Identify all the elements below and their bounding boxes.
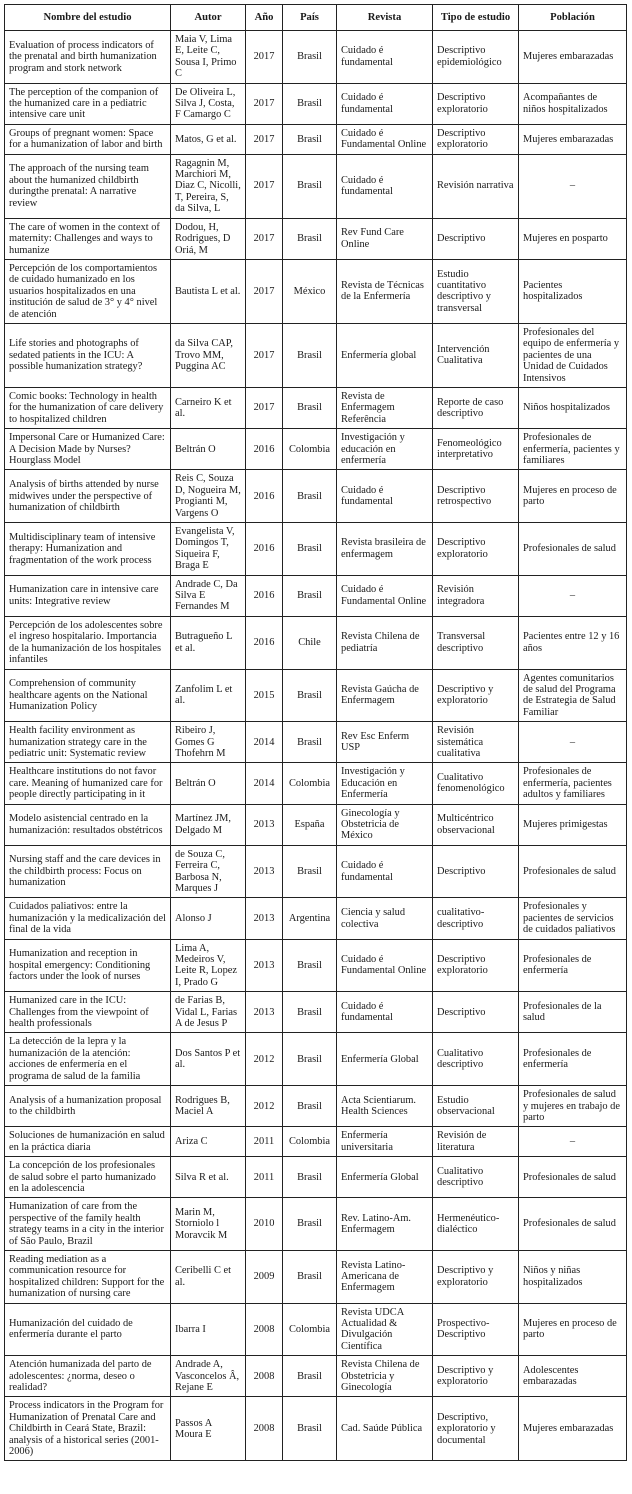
year-cell: 2017: [246, 83, 283, 124]
author-cell: da Silva CAP, Trovo MM, Puggina AC: [171, 323, 246, 387]
author-cell: Alonso J: [171, 898, 246, 939]
author-cell: Marin M, Storniolo l Moravcik M: [171, 1198, 246, 1251]
study-name-cell: Percepción de los comportamientos de cuidado humanizado en los usuarios hospitalizados en una institución de salud de 3° y 4° nivel de atención: [5, 259, 171, 323]
country-cell: Brasil: [283, 470, 337, 523]
year-cell: 2016: [246, 523, 283, 576]
header-journal: Revista: [337, 5, 433, 31]
year-cell: 2017: [246, 124, 283, 154]
table-row: [5, 470, 627, 523]
author-cell: Butragueño L et al.: [171, 616, 246, 669]
year-cell: 2011: [246, 1157, 283, 1198]
journal-cell: Revista Gaúcha de Enfermagem: [337, 669, 433, 722]
population-cell: Mujeres en proceso de parto: [519, 1303, 627, 1356]
journal-cell: Cuidado é Fundamental Online: [337, 939, 433, 992]
population-cell: –: [519, 722, 627, 763]
country-cell: Brasil: [283, 1033, 337, 1086]
year-cell: 2009: [246, 1250, 283, 1303]
year-cell: 2014: [246, 763, 283, 804]
country-cell: Brasil: [283, 1397, 337, 1461]
author-cell: Ibarra I: [171, 1303, 246, 1356]
study-name-cell: La detección de la lepra y la humanización de la atención: acciones de enfermería en el programa de salud de la familia: [5, 1033, 171, 1086]
year-cell: 2008: [246, 1356, 283, 1397]
study-type-cell: Descriptivo exploratorio: [433, 124, 519, 154]
studies-table: [4, 4, 627, 1461]
year-cell: 2014: [246, 722, 283, 763]
study-name-cell: Humanized care in the ICU: Challenges from the viewpoint of health professionals: [5, 992, 171, 1033]
author-cell: Reis C, Souza D, Nogueira M, Progianti M, Vargens O: [171, 470, 246, 523]
table-row: [5, 1250, 627, 1303]
study-type-cell: Cualitativo fenomenológico: [433, 763, 519, 804]
author-cell: Ceribelli C et al.: [171, 1250, 246, 1303]
author-cell: Maia V, Lima E, Leite C, Sousa I, Primo C: [171, 31, 246, 84]
year-cell: 2013: [246, 804, 283, 845]
journal-cell: Investigación y Educación en Enfermería: [337, 763, 433, 804]
study-type-cell: Descriptivo exploratorio: [433, 83, 519, 124]
table-row: [5, 575, 627, 616]
population-cell: Niños hospitalizados: [519, 387, 627, 428]
study-type-cell: Intervención Cualitativa: [433, 323, 519, 387]
country-cell: España: [283, 804, 337, 845]
study-name-cell: Cuidados paliativos: entre la humanización y la medicalización del final de la vida: [5, 898, 171, 939]
study-name-cell: The perception of the companion of the humanized care in a pediatric intensive care unit: [5, 83, 171, 124]
study-name-cell: Analysis of a humanization proposal to the childbirth: [5, 1086, 171, 1127]
population-cell: Agentes comunitarios de salud del Programa de Estrategia de Salud Familiar: [519, 669, 627, 722]
year-cell: 2017: [246, 218, 283, 259]
journal-cell: Ciencia y salud colectiva: [337, 898, 433, 939]
study-name-cell: Humanization and reception in hospital emergency: Conditioning factors under the look of nurses: [5, 939, 171, 992]
table-row: [5, 523, 627, 576]
year-cell: 2013: [246, 898, 283, 939]
journal-cell: Acta Scientiarum. Health Sciences: [337, 1086, 433, 1127]
study-type-cell: Descriptivo exploratorio: [433, 523, 519, 576]
journal-cell: Ginecología y Obstetricia de México: [337, 804, 433, 845]
country-cell: Brasil: [283, 939, 337, 992]
journal-cell: Revista UDCA Actualidad & Divulgación Científica: [337, 1303, 433, 1356]
author-cell: Passos A Moura E: [171, 1397, 246, 1461]
author-cell: Beltrán O: [171, 429, 246, 470]
country-cell: Brasil: [283, 323, 337, 387]
country-cell: Colombia: [283, 429, 337, 470]
population-cell: Mujeres embarazadas: [519, 1397, 627, 1461]
country-cell: Colombia: [283, 763, 337, 804]
study-type-cell: Hermenéutico-dialéctico: [433, 1198, 519, 1251]
country-cell: México: [283, 259, 337, 323]
population-cell: –: [519, 154, 627, 218]
country-cell: Brasil: [283, 218, 337, 259]
study-name-cell: Evaluation of process indicators of the prenatal and birth humanization program and stork network: [5, 31, 171, 84]
header-study-name: Nombre del estudio: [5, 5, 171, 31]
table-row: [5, 845, 627, 898]
study-type-cell: Reporte de caso descriptivo: [433, 387, 519, 428]
year-cell: 2008: [246, 1303, 283, 1356]
table-row: [5, 31, 627, 84]
table-row: [5, 387, 627, 428]
year-cell: 2008: [246, 1397, 283, 1461]
author-cell: Beltrán O: [171, 763, 246, 804]
study-name-cell: La concepción de los profesionales de salud sobre el parto humanizado en la adolescencia: [5, 1157, 171, 1198]
country-cell: Brasil: [283, 1356, 337, 1397]
year-cell: 2015: [246, 669, 283, 722]
header-author: Autor: [171, 5, 246, 31]
table-row: [5, 1356, 627, 1397]
table-row: [5, 1397, 627, 1461]
journal-cell: Cad. Saúde Pública: [337, 1397, 433, 1461]
table-row: [5, 939, 627, 992]
population-cell: Profesionales de la salud: [519, 992, 627, 1033]
year-cell: 2017: [246, 323, 283, 387]
study-type-cell: Revisión narrativa: [433, 154, 519, 218]
author-cell: Lima A, Medeiros V, Leite R, Lopez I, Prado G: [171, 939, 246, 992]
country-cell: Brasil: [283, 1250, 337, 1303]
author-cell: Andrade C, Da Silva E Fernandes M: [171, 575, 246, 616]
country-cell: Colombia: [283, 1303, 337, 1356]
journal-cell: Revista de Enfermagem Referência: [337, 387, 433, 428]
population-cell: Mujeres embarazadas: [519, 31, 627, 84]
author-cell: Dodou, H, Rodrigues, D Oriá, M: [171, 218, 246, 259]
study-name-cell: Modelo asistencial centrado en la humanización: resultados obstétricos: [5, 804, 171, 845]
study-type-cell: Revisión integradora: [433, 575, 519, 616]
journal-cell: Rev Esc Enferm USP: [337, 722, 433, 763]
header-country: País: [283, 5, 337, 31]
header-population: Población: [519, 5, 627, 31]
study-type-cell: Descriptivo y exploratorio: [433, 1356, 519, 1397]
study-type-cell: Multicéntrico observacional: [433, 804, 519, 845]
study-type-cell: Descriptivo: [433, 218, 519, 259]
table-row: [5, 154, 627, 218]
author-cell: Zanfolim L et al.: [171, 669, 246, 722]
author-cell: Rodrigues B, Maciel A: [171, 1086, 246, 1127]
study-name-cell: Humanización del cuidado de enfermería durante el parto: [5, 1303, 171, 1356]
journal-cell: Revista Chilena de Obstetricia y Ginecología: [337, 1356, 433, 1397]
year-cell: 2016: [246, 575, 283, 616]
country-cell: Brasil: [283, 669, 337, 722]
study-name-cell: Soluciones de humanización en salud en la práctica diaria: [5, 1127, 171, 1157]
table-body: [5, 31, 627, 1461]
study-name-cell: Groups of pregnant women: Space for a humanization of labor and birth: [5, 124, 171, 154]
journal-cell: Revista de Técnicas de la Enfermería: [337, 259, 433, 323]
journal-cell: Enfermería universitaria: [337, 1127, 433, 1157]
header-study-type: Tipo de estudio: [433, 5, 519, 31]
journal-cell: Cuidado é fundamental: [337, 31, 433, 84]
study-type-cell: Transversal descriptivo: [433, 616, 519, 669]
study-name-cell: Analysis of births attended by nurse midwives under the perspective of humanization of childbirth: [5, 470, 171, 523]
year-cell: 2016: [246, 429, 283, 470]
table-row: [5, 323, 627, 387]
study-name-cell: Atención humanizada del parto de adolescentes: ¿norma, deseo o realidad?: [5, 1356, 171, 1397]
population-cell: Profesionales de salud: [519, 1198, 627, 1251]
study-type-cell: Estudio observacional: [433, 1086, 519, 1127]
study-name-cell: Humanization care in intensive care units: Integrative review: [5, 575, 171, 616]
study-name-cell: The approach of the nursing team about the humanized childbirth duringthe prenatal: A narrative review: [5, 154, 171, 218]
table-row: [5, 763, 627, 804]
table-row: [5, 83, 627, 124]
country-cell: Brasil: [283, 722, 337, 763]
population-cell: Profesionales de enfermería: [519, 939, 627, 992]
table-row: [5, 1033, 627, 1086]
year-cell: 2011: [246, 1127, 283, 1157]
table-row: [5, 1127, 627, 1157]
study-type-cell: Descriptivo: [433, 992, 519, 1033]
journal-cell: Enfermería Global: [337, 1157, 433, 1198]
population-cell: Adolescentes embarazadas: [519, 1356, 627, 1397]
journal-cell: Cuidado é fundamental: [337, 470, 433, 523]
country-cell: Brasil: [283, 83, 337, 124]
year-cell: 2010: [246, 1198, 283, 1251]
study-name-cell: Reading mediation as a communication resource for hospitalized children: Support for the humanization of nursing care: [5, 1250, 171, 1303]
table-row: [5, 429, 627, 470]
population-cell: Profesionales de enfermería, pacientes y familiares: [519, 429, 627, 470]
table-row: [5, 1198, 627, 1251]
journal-cell: Cuidado é fundamental: [337, 154, 433, 218]
study-name-cell: Nursing staff and the care devices in the childbirth process: Focus on humanization: [5, 845, 171, 898]
population-cell: Profesionales de salud: [519, 845, 627, 898]
study-type-cell: Descriptivo y exploratorio: [433, 1250, 519, 1303]
table-row: [5, 1157, 627, 1198]
country-cell: Argentina: [283, 898, 337, 939]
country-cell: Brasil: [283, 1086, 337, 1127]
study-type-cell: Cualitativo descriptivo: [433, 1033, 519, 1086]
table-row: [5, 722, 627, 763]
table-row: [5, 669, 627, 722]
journal-cell: Cuidado é fundamental: [337, 845, 433, 898]
author-cell: Ribeiro J, Gomes G Thofehrn M: [171, 722, 246, 763]
author-cell: Matos, G et al.: [171, 124, 246, 154]
year-cell: 2017: [246, 154, 283, 218]
author-cell: Carneiro K et al.: [171, 387, 246, 428]
study-type-cell: Descriptivo: [433, 845, 519, 898]
year-cell: 2012: [246, 1033, 283, 1086]
year-cell: 2017: [246, 259, 283, 323]
journal-cell: Revista Latino-Americana de Enfermagem: [337, 1250, 433, 1303]
population-cell: Niños y niñas hospitalizados: [519, 1250, 627, 1303]
country-cell: Brasil: [283, 31, 337, 84]
year-cell: 2012: [246, 1086, 283, 1127]
study-name-cell: Process indicators in the Program for Humanization of Prenatal Care and Childbirth in Ceará State, Brazil: analysis of a historical series (2001-2006): [5, 1397, 171, 1461]
journal-cell: Revista Chilena de pediatría: [337, 616, 433, 669]
year-cell: 2017: [246, 31, 283, 84]
year-cell: 2017: [246, 387, 283, 428]
journal-cell: Revista brasileira de enfermagem: [337, 523, 433, 576]
population-cell: Profesionales de salud y mujeres en trabajo de parto: [519, 1086, 627, 1127]
study-type-cell: Descriptivo y exploratorio: [433, 669, 519, 722]
journal-cell: Investigación y educación en enfermería: [337, 429, 433, 470]
journal-cell: Enfermería global: [337, 323, 433, 387]
study-type-cell: Fenomeológico interpretativo: [433, 429, 519, 470]
study-name-cell: Health facility environment as humanization strategy care in the pediatric unit: Systematic review: [5, 722, 171, 763]
table-row: [5, 1086, 627, 1127]
journal-cell: Rev. Latino-Am. Enfermagem: [337, 1198, 433, 1251]
author-cell: De Oliveira L, Silva J, Costa, F Camargo C: [171, 83, 246, 124]
population-cell: Profesionales de enfermería, pacientes adultos y familiares: [519, 763, 627, 804]
study-name-cell: Healthcare institutions do not favor care. Meaning of humanized care for people directly participating in it: [5, 763, 171, 804]
header-year: Año: [246, 5, 283, 31]
year-cell: 2016: [246, 470, 283, 523]
study-type-cell: Descriptivo retrospectivo: [433, 470, 519, 523]
study-type-cell: Estudio cuantitativo descriptivo y transversal: [433, 259, 519, 323]
population-cell: Profesionales de salud: [519, 1157, 627, 1198]
author-cell: Dos Santos P et al.: [171, 1033, 246, 1086]
population-cell: Profesionales del equipo de enfermería y pacientes de una Unidad de Cuidados Intensivos: [519, 323, 627, 387]
author-cell: Ragagnin M, Marchiori M, Diaz C, Nicolli, T, Pereira, S, da Silva, L: [171, 154, 246, 218]
author-cell: de Souza C, Ferreira C, Barbosa N, Marques J: [171, 845, 246, 898]
country-cell: Chile: [283, 616, 337, 669]
population-cell: Profesionales y pacientes de servicios de cuidados paliativos: [519, 898, 627, 939]
population-cell: Pacientes hospitalizados: [519, 259, 627, 323]
journal-cell: Cuidado é Fundamental Online: [337, 575, 433, 616]
journal-cell: Enfermería Global: [337, 1033, 433, 1086]
table-row: [5, 804, 627, 845]
country-cell: Brasil: [283, 523, 337, 576]
year-cell: 2013: [246, 845, 283, 898]
population-cell: Mujeres en proceso de parto: [519, 470, 627, 523]
study-name-cell: Percepción de los adolescentes sobre el ingreso hospitalario. Importancia de la humanización de los hospitales infantiles: [5, 616, 171, 669]
journal-cell: Cuidado é Fundamental Online: [337, 124, 433, 154]
table-row: [5, 616, 627, 669]
study-name-cell: Multidisciplinary team of intensive therapy: Humanization and fragmentation of the work process: [5, 523, 171, 576]
study-type-cell: Revisión sistemática cualitativa: [433, 722, 519, 763]
country-cell: Brasil: [283, 124, 337, 154]
population-cell: –: [519, 1127, 627, 1157]
table-row: [5, 992, 627, 1033]
country-cell: Colombia: [283, 1127, 337, 1157]
journal-cell: Rev Fund Care Online: [337, 218, 433, 259]
table-row: [5, 124, 627, 154]
study-name-cell: The care of women in the context of maternity: Challenges and ways to humanize: [5, 218, 171, 259]
population-cell: Pacientes entre 12 y 16 años: [519, 616, 627, 669]
population-cell: Acompañantes de niños hospitalizados: [519, 83, 627, 124]
author-cell: Andrade A, Vasconcelos Â, Rejane E: [171, 1356, 246, 1397]
population-cell: Mujeres embarazadas: [519, 124, 627, 154]
study-type-cell: Descriptivo, exploratorio y documental: [433, 1397, 519, 1461]
study-type-cell: Revisión de literatura: [433, 1127, 519, 1157]
table-row: [5, 218, 627, 259]
table-row: [5, 898, 627, 939]
journal-cell: Cuidado é fundamental: [337, 992, 433, 1033]
population-cell: Profesionales de salud: [519, 523, 627, 576]
country-cell: Brasil: [283, 154, 337, 218]
journal-cell: Cuidado é fundamental: [337, 83, 433, 124]
study-name-cell: Humanization of care from the perspective of the family health strategy teams in a city in the interior of São Paulo, Brazil: [5, 1198, 171, 1251]
country-cell: Brasil: [283, 1157, 337, 1198]
study-name-cell: Impersonal Care or Humanized Care: A Decision Made by Nurses? Hourglass Model: [5, 429, 171, 470]
author-cell: Ariza C: [171, 1127, 246, 1157]
population-cell: Profesionales de enfermería: [519, 1033, 627, 1086]
population-cell: –: [519, 575, 627, 616]
country-cell: Brasil: [283, 992, 337, 1033]
author-cell: Evangelista V, Domingos T, Siqueira F, Braga E: [171, 523, 246, 576]
table-header-row: [5, 5, 627, 31]
year-cell: 2016: [246, 616, 283, 669]
study-type-cell: Descriptivo epidemiológico: [433, 31, 519, 84]
author-cell: Bautista L et al.: [171, 259, 246, 323]
study-type-cell: Cualitativo descriptivo: [433, 1157, 519, 1198]
country-cell: Brasil: [283, 575, 337, 616]
table-row: [5, 1303, 627, 1356]
study-type-cell: cualitativo-descriptivo: [433, 898, 519, 939]
author-cell: Martínez JM, Delgado M: [171, 804, 246, 845]
country-cell: Brasil: [283, 387, 337, 428]
country-cell: Brasil: [283, 845, 337, 898]
study-name-cell: Comic books: Technology in health for the humanization of care delivery to hospitalized children: [5, 387, 171, 428]
study-type-cell: Prospectivo-Descriptivo: [433, 1303, 519, 1356]
population-cell: Mujeres primigestas: [519, 804, 627, 845]
table-row: [5, 259, 627, 323]
author-cell: de Farias B, Vidal L, Farias A de Jesus P: [171, 992, 246, 1033]
country-cell: Brasil: [283, 1198, 337, 1251]
year-cell: 2013: [246, 992, 283, 1033]
study-name-cell: Life stories and photographs of sedated patients in the ICU: A possible humanization strategy?: [5, 323, 171, 387]
year-cell: 2013: [246, 939, 283, 992]
population-cell: Mujeres en posparto: [519, 218, 627, 259]
study-name-cell: Comprehension of community healthcare agents on the National Humanization Policy: [5, 669, 171, 722]
author-cell: Silva R et al.: [171, 1157, 246, 1198]
study-type-cell: Descriptivo exploratorio: [433, 939, 519, 992]
